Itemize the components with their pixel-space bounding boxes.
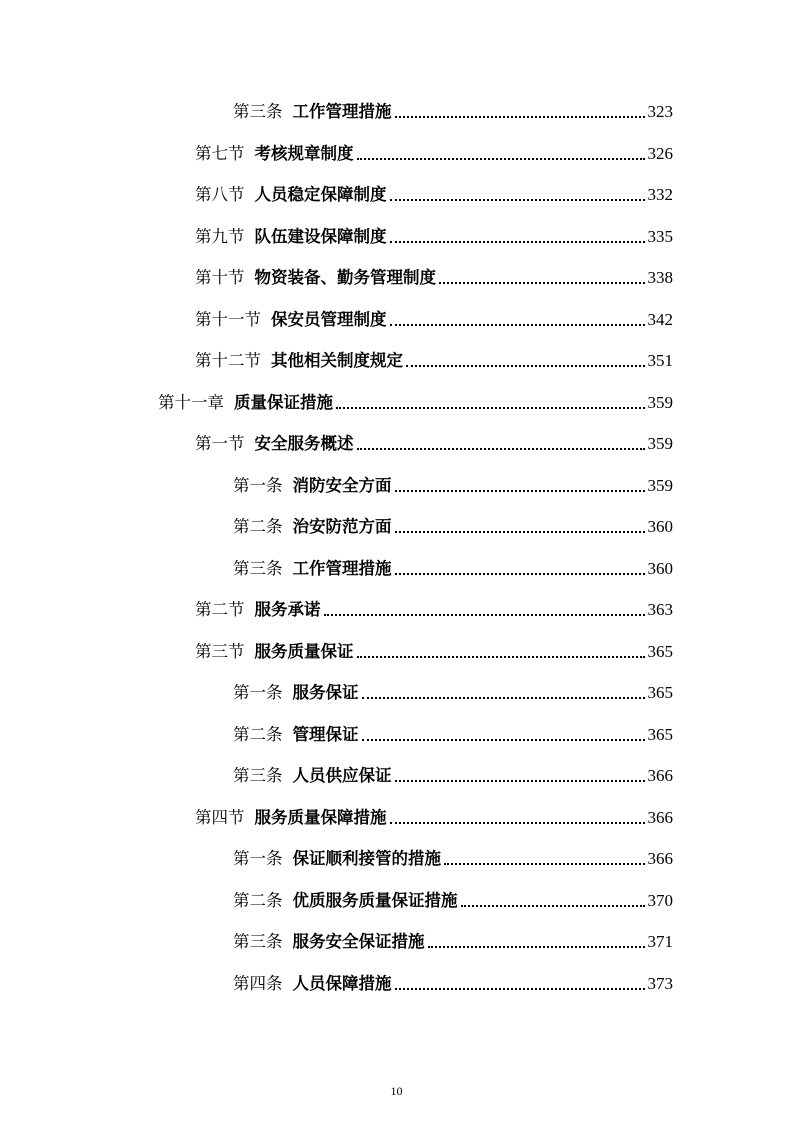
toc-entry-number: 第二条 [233, 725, 283, 744]
toc-entry-number: 第八节 [195, 185, 245, 204]
dot-leader [390, 822, 645, 824]
toc-entry-page: 366 [647, 766, 673, 785]
toc-entry-number: 第一条 [233, 849, 283, 868]
dot-leader [395, 780, 645, 782]
toc-entry-page: 360 [647, 559, 673, 578]
toc-entry-number: 第一条 [233, 683, 283, 702]
toc-entry-title: 工作管理措施 [292, 102, 392, 121]
toc-entry[interactable] [233, 509, 673, 537]
toc-entry-number: 第二条 [233, 891, 283, 910]
toc-entry[interactable] [233, 551, 673, 579]
toc-entry-page: 323 [647, 102, 673, 121]
toc-entry[interactable] [158, 385, 673, 413]
toc-entry-title: 服务安全保证措施 [292, 932, 425, 951]
dot-leader [357, 158, 645, 160]
toc-entry-number: 第七节 [195, 144, 245, 163]
dot-leader [444, 863, 645, 865]
toc-entry-number: 第三条 [233, 766, 283, 785]
toc-entry-number: 第三条 [233, 102, 283, 121]
dot-leader [395, 573, 645, 575]
toc-entry-page: 371 [647, 932, 673, 951]
toc-entry-page: 366 [647, 808, 673, 827]
toc-entry[interactable] [233, 717, 673, 745]
dot-leader [395, 531, 645, 533]
toc-entry-page: 365 [647, 642, 673, 661]
toc-entry-number: 第一节 [195, 434, 245, 453]
toc-entry[interactable] [233, 883, 673, 911]
toc-entry-page: 359 [647, 393, 673, 412]
toc-entry-page: 370 [647, 891, 673, 910]
toc-entry[interactable] [233, 924, 673, 952]
toc-entry-page: 366 [647, 849, 673, 868]
toc-entry[interactable] [195, 219, 673, 247]
toc-entry[interactable] [233, 675, 673, 703]
toc-entry-title: 管理保证 [292, 725, 359, 744]
toc-entry-number: 第三条 [233, 559, 283, 578]
dot-leader [395, 116, 645, 118]
toc-entry[interactable] [233, 468, 673, 496]
toc-entry-title: 安全服务概述 [254, 434, 354, 453]
toc-entry-title: 保安员管理制度 [271, 310, 387, 329]
toc-entry-number: 第四节 [195, 808, 245, 827]
toc-entry[interactable] [233, 841, 673, 869]
toc-entry[interactable] [233, 94, 673, 122]
dot-leader [390, 199, 645, 201]
toc-entry-title: 服务质量保证 [254, 642, 354, 661]
toc-entry-number: 第三条 [233, 932, 283, 951]
toc-entry-page: 365 [647, 725, 673, 744]
dot-leader [428, 946, 645, 948]
toc-entry-title: 队伍建设保障制度 [254, 227, 387, 246]
toc-entry-page: 365 [647, 683, 673, 702]
dot-leader [336, 407, 645, 409]
dot-leader [395, 490, 645, 492]
toc-entry-title: 考核规章制度 [254, 144, 354, 163]
toc-entry[interactable] [195, 343, 673, 371]
dot-leader [390, 241, 645, 243]
toc-entry-title: 消防安全方面 [292, 476, 392, 495]
toc-entry-title: 其他相关制度规定 [271, 351, 403, 370]
dot-leader [395, 988, 645, 990]
dot-leader [362, 739, 645, 741]
page-number: 10 [390, 1084, 403, 1098]
toc-entry-page: 332 [647, 185, 673, 204]
dot-leader [357, 656, 645, 658]
toc-entry-title: 服务承诺 [254, 600, 321, 619]
toc-entry-title: 保证顺利接管的措施 [292, 849, 441, 868]
toc-entry-page: 351 [647, 351, 673, 370]
toc-entry[interactable] [195, 177, 673, 205]
toc-entry-page: 326 [647, 144, 673, 163]
toc-entry-page: 360 [647, 517, 673, 536]
toc-entry[interactable] [195, 592, 673, 620]
toc-entry[interactable] [195, 426, 673, 454]
toc-entry-title: 服务保证 [292, 683, 359, 702]
toc-entry-title: 质量保证措施 [234, 393, 333, 412]
toc-entry-title: 服务质量保障措施 [254, 808, 387, 827]
toc-entry-page: 338 [647, 268, 673, 287]
toc-entry[interactable] [195, 634, 673, 662]
dot-leader [390, 324, 645, 326]
toc-entry-title: 工作管理措施 [292, 559, 392, 578]
toc-entry-title: 人员稳定保障制度 [254, 185, 387, 204]
toc-entry-page: 363 [647, 600, 673, 619]
toc-entry-number: 第十二节 [195, 351, 261, 370]
toc-entry[interactable] [233, 966, 673, 994]
dot-leader [406, 365, 645, 367]
toc-entry-title: 物资装备、勤务管理制度 [254, 268, 436, 287]
toc-entry-number: 第十节 [195, 268, 245, 287]
toc-entry-page: 359 [647, 476, 673, 495]
toc-entry[interactable] [195, 800, 673, 828]
toc-entry-number: 第十一章 [158, 393, 224, 412]
toc-entry-page: 342 [647, 310, 673, 329]
toc-entry-page: 335 [647, 227, 673, 246]
toc-entry-number: 第二条 [233, 517, 283, 536]
toc-entry[interactable] [195, 136, 673, 164]
toc-entry[interactable] [233, 758, 673, 786]
dot-leader [439, 282, 645, 284]
toc-entry-number: 第十一节 [195, 310, 261, 329]
dot-leader [324, 614, 645, 616]
toc-entry-number: 第三节 [195, 642, 245, 661]
toc-entry-number: 第九节 [195, 227, 245, 246]
toc-entry-title: 优质服务质量保证措施 [292, 891, 458, 910]
toc-entry-number: 第二节 [195, 600, 245, 619]
toc-entry-number: 第一条 [233, 476, 283, 495]
dot-leader [357, 448, 645, 450]
toc-entry[interactable] [195, 260, 673, 288]
toc-entry-title: 人员供应保证 [292, 766, 392, 785]
toc-entry-title: 治安防范方面 [292, 517, 392, 536]
toc-entry-page: 373 [647, 974, 673, 993]
toc-entry-title: 人员保障措施 [292, 974, 392, 993]
toc-entry[interactable] [195, 302, 673, 330]
dot-leader [362, 697, 645, 699]
dot-leader [461, 905, 645, 907]
toc-entry-page: 359 [647, 434, 673, 453]
toc-entry-number: 第四条 [233, 974, 283, 993]
